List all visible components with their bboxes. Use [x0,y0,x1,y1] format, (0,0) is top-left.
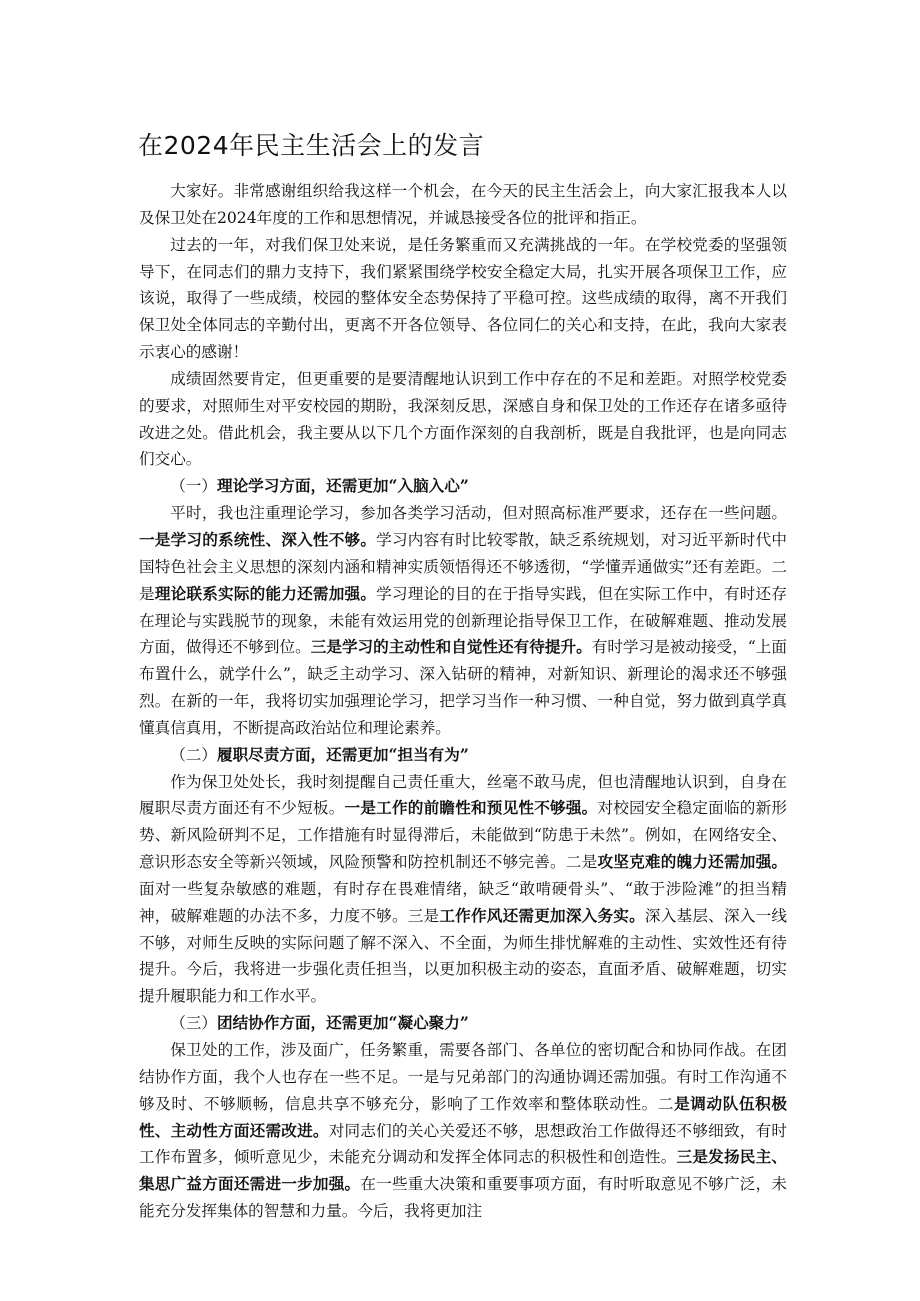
emphasis-text: 团结协作方面，还需更加“凝心聚力” [216,1013,469,1033]
emphasis-text: 工作作风还需更加深入务实。 [439,905,645,925]
document-body [139,178,787,1225]
emphasis-text: 是调动队伍积极性、主动性方面还需改进。 [139,1093,787,1140]
emphasis-text: 履职尽责方面，还需更加“担当有为” [216,744,469,764]
emphasis-text: 一是学习的系统性、深入性不够。 [139,529,377,549]
body-paragraph [139,232,787,366]
section-heading [139,1010,787,1037]
paragraph-text: 有时学习是被动接受，“上面布置什么，就学什么”，缺乏主动学习、深入钻研的精神，对新知识、新理论的渴求还不够强烈。在新的一年，我将切实加强理论学习，把学习当作一种习惯、一种自觉，努力做到真学真懂真信真用，不断提高政治站位和理论素养。 [139,638,787,737]
body-paragraph [139,178,787,232]
paragraph-text: 深入基层、深入一线不够，对师生反映的实际问题了解不深入、不全面，为师生排忧解难的主动性、实效性还有待提升。今后，我将进一步强化责任担当，以更加积极主动的姿态，直面矛盾、破解难题，切实提升履职能力和工作水平。 [139,906,787,1006]
paragraph-text: 学习理论的目的在于指导实践，但在实际工作中，有时还存在理论与实践脱节的现象，未能有效运用党的创新理论指导保卫工作，在破解难题、推动发展方面，做得还不够到位。 [139,584,787,657]
paragraph-text: 平时，我也注重理论学习，参加各类学习活动，但对照高标准严要求，还存在一些问题。 [170,504,787,523]
paragraph-text: 过去的一年，对我们保卫处来说，是任务繁重而又充满挑战的一年。在学校党委的坚强领导下，在同志们的鼎力支持下，我们紧紧围绕学校安全稳定大局，扎实开展各项保卫工作，应该说，取得了一些成绩，校园的整体安全态势保持了平稳可控。这些成绩的取得，离不开我们保卫处全体同志的辛勤付出，更离不开各位领导、各位同仁的关心和支持，在此，我向大家表示衷心的感谢！ [139,235,787,362]
emphasis-text: 三是发扬民主、集思广益方面还需进一步加强。 [139,1147,787,1194]
body-paragraph [139,1037,787,1225]
paragraph-text: 保卫处的工作，涉及面广，任务繁重，需要各部门、各单位的密切配合和协同作战。在团结协作方面，我个人也存在一些不足。一是与兄弟部门的沟通协调还需加强。有时工作沟通不够及时、不够顺畅，信息共享不够充分，影响了工作效率和整体联动性。二 [139,1041,787,1113]
section-heading [139,473,787,500]
paragraph-text: 学习内容有时比较零散，缺乏系统规划，对习近平新时代中国特色社会主义思想的深刻内涵和精神实质领悟得还不够透彻，“学懂弄通做实”还有差距。二是 [139,530,787,603]
body-paragraph [139,500,787,742]
paragraph-text: （一） [170,477,217,496]
paragraph-text: 对同志们的关心关爱还不够，思想政治工作做得还不够细致，有时工作布置多，倾听意见少，未能充分调动和发挥全体同志的积极性和创造性。 [139,1121,787,1167]
document-title: 在2024年民主生活会上的发言 [138,131,485,160]
paragraph-text: 对校园安全稳定面临的新形势、新风险研判不足，工作措施有时显得滞后，未能做到“防患于未然”。例如，在网络安全、意识形态安全等新兴领域，风险预警和防控机制还不够完善。二是 [139,799,787,872]
paragraph-text: 作为保卫处处长，我时刻提醒自己责任重大，丝毫不敢马虎，但也清醒地认识到，自身在履职尽责方面还有不少短板。 [139,772,787,818]
paragraph-text: 大家好。非常感谢组织给我这样一个机会，在今天的民主生活会上，向大家汇报我本人以及保卫处在2024年度的工作和思想情况，并诚恳接受各位的批评和指正。 [139,182,787,227]
paragraph-text: （二） [170,745,217,764]
body-paragraph [139,366,787,473]
emphasis-text: 理论学习方面，还需更加“入脑入心” [216,476,469,496]
paragraph-text: 面对一些复杂敏感的难题，有时存在畏难情绪，缺乏“敢啃硬骨头”、“敢于涉险滩”的担当精神，破解难题的办法不多，力度不够。三是 [139,879,787,925]
section-heading [139,742,787,769]
emphasis-text: 一是工作的前瞻性和预见性不够强。 [344,798,598,818]
emphasis-text: 理论联系实际的能力还需加强。 [154,583,377,603]
paragraph-text: 成绩固然要肯定，但更重要的是要清醒地认识到工作中存在的不足和差距。对照学校党委的要求，对照师生对平安校园的期盼，我深刻反思，深感自身和保卫处的工作还存在诸多亟待改进之处。借此机会，我主要从以下几个方面作深刻的自我剖析，既是自我批评，也是向同志们交心。 [139,369,787,469]
body-paragraph [139,769,787,1011]
emphasis-text: 三是学习的主动性和自觉性还有待提升。 [310,637,592,657]
paragraph-text: 在一些重大决策和重要事项方面，有时听取意见不够广泛，未能充分发挥集体的智慧和力量。今后，我将更加注 [139,1175,787,1221]
emphasis-text: 攻坚克难的魄力还需加强。 [597,852,787,872]
paragraph-text: （三） [170,1014,217,1033]
